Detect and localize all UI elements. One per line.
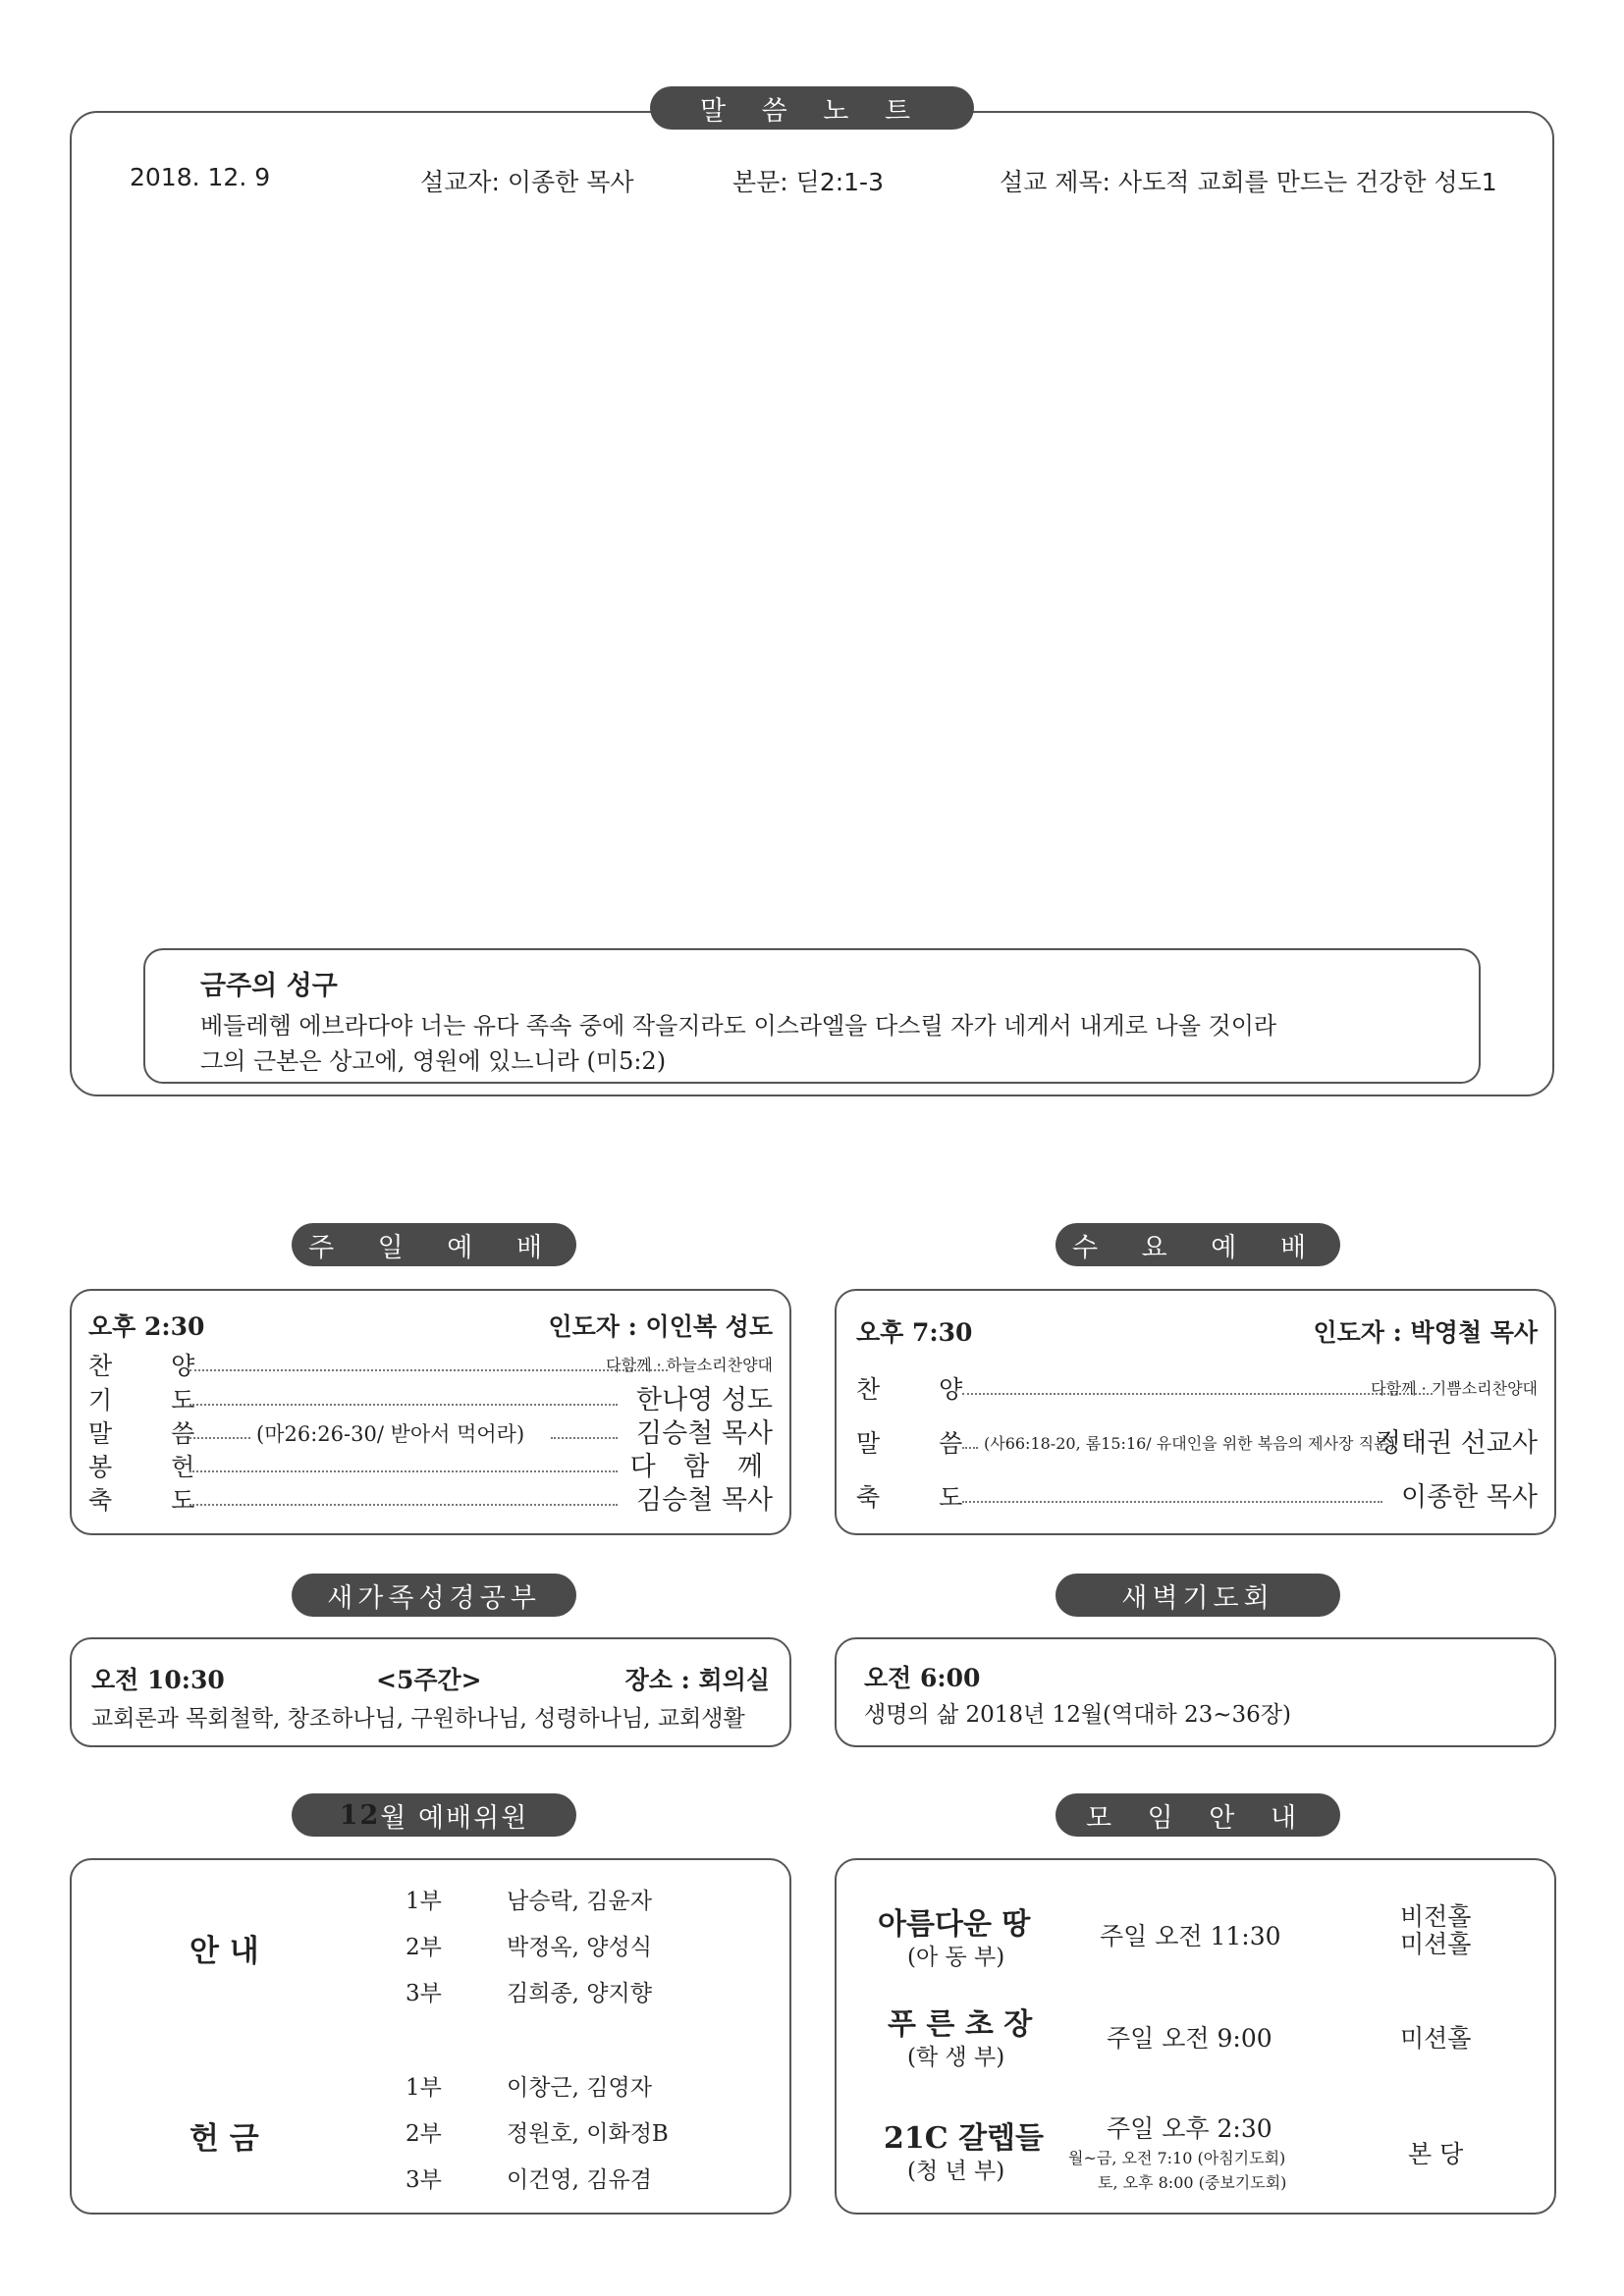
staff-part: 2부	[406, 2121, 442, 2147]
weekly-verse-heading: 금주의 성구	[200, 971, 338, 1001]
staff-names: 정원호, 이화정B	[507, 2121, 669, 2147]
sunday-row-label: 봉 헌	[88, 1453, 221, 1481]
sunday-row-value: 김승철 목사	[636, 1418, 773, 1449]
staff-names: 김희종, 양지향	[507, 1981, 652, 2006]
wednesday-service-title: 수 요 예 배	[1056, 1223, 1340, 1266]
family-bible-title: 새가족성경공부	[292, 1574, 576, 1617]
wednesday-row-label: 말 씀	[856, 1429, 989, 1458]
meeting-name: 21C 갈렙들	[884, 2121, 1045, 2156]
meeting-place: 미션홀	[1400, 2024, 1472, 2053]
meeting-place: 본 당	[1408, 2140, 1464, 2168]
meeting-place: 미션홀	[1400, 1930, 1472, 1958]
december-staff-month: 12	[339, 1799, 381, 1831]
meeting-place: 비전홀	[1400, 1902, 1472, 1931]
sunday-row-detail: (마26:26-30/ 받아서 먹어라)	[256, 1422, 525, 1446]
meeting-time: 주일 오전 11:30	[1100, 1922, 1281, 1950]
meetings-box	[835, 1858, 1556, 2215]
leader-dots	[189, 1470, 618, 1472]
staff-names: 이건영, 김유겸	[507, 2167, 652, 2193]
wednesday-row-value: 이종한 목사	[1401, 1482, 1538, 1513]
meeting-name: 푸 른 초 장	[888, 2007, 1033, 2042]
leader-dots	[189, 1437, 250, 1439]
sermon-date: 2018. 12. 9	[130, 163, 271, 191]
wednesday-leader: 인도자 : 박영철 목사	[1313, 1318, 1538, 1347]
december-staff-box	[70, 1858, 791, 2215]
sunday-service-title: 주 일 예 배	[292, 1223, 576, 1266]
staff-part: 1부	[406, 2075, 442, 2101]
meeting-dept: (아 동 부)	[907, 1945, 1005, 1970]
sunday-row-label: 기 도	[88, 1386, 221, 1415]
sermon-title: 설교 제목: 사도적 교회를 만드는 건강한 성도1	[1000, 168, 1497, 196]
sunday-service-box	[70, 1289, 791, 1535]
sunday-row-value: 다 함 께	[629, 1452, 773, 1482]
meeting-name: 아름다운 땅	[878, 1907, 1031, 1942]
family-bible-weeks: <5주간>	[376, 1666, 482, 1694]
staff-names: 이창근, 김영자	[507, 2075, 652, 2101]
wednesday-service-box	[835, 1289, 1556, 1535]
staff-part: 2부	[406, 1935, 442, 1960]
staff-group-label: 헌 금	[189, 2121, 259, 2157]
weekly-verse-box	[143, 948, 1481, 1084]
dawn-prayer-title: 새벽기도회	[1056, 1574, 1340, 1617]
wednesday-row-value: 정태권 선교사	[1375, 1428, 1538, 1459]
meeting-sub-time: 월~금, 오전 7:10 (아침기도회)	[1068, 2149, 1286, 2167]
family-bible-box	[70, 1637, 791, 1747]
sunday-time: 오후 2:30	[88, 1312, 205, 1341]
december-staff-title	[292, 1793, 576, 1837]
dawn-prayer-time: 오전 6:00	[864, 1664, 981, 1692]
leader-dots	[189, 1504, 618, 1506]
meeting-dept: (학 생 부)	[907, 2045, 1005, 2070]
dawn-prayer-box	[835, 1637, 1556, 1747]
staff-part: 1부	[406, 1889, 442, 1914]
sunday-row-value: 다함께 · 하늘소리찬양대	[606, 1356, 773, 1374]
meeting-sub-time: 토, 오후 8:00 (중보기도회)	[1098, 2173, 1287, 2192]
sunday-row-value: 김승철 목사	[636, 1485, 773, 1516]
wednesday-row-detail: (사66:18-20, 롬15:16/ 유대인을 위한 복음의 제사장 직분)	[984, 1434, 1395, 1453]
sunday-row-label: 축 도	[88, 1486, 221, 1515]
staff-group-label: 안 내	[189, 1934, 259, 1969]
wednesday-row-value: 다함께 · 기쁨소리찬양대	[1371, 1379, 1538, 1398]
family-bible-topics: 교회론과 목회철학, 창조하나님, 구원하나님, 성령하나님, 교회생활	[91, 1706, 745, 1732]
leader-dots	[962, 1501, 1382, 1503]
staff-part: 3부	[406, 2167, 442, 2193]
leader-dots	[551, 1437, 618, 1439]
staff-part: 3부	[406, 1981, 442, 2006]
december-staff-title-text: 월 예배위원	[380, 1802, 529, 1834]
meeting-dept: (청 년 부)	[907, 2159, 1005, 2184]
sunday-row-label: 찬 양	[88, 1352, 221, 1380]
sunday-row-label: 말 씀	[88, 1419, 221, 1448]
sermon-note-title: 말 씀 노 트	[650, 86, 974, 130]
meetings-title: 모 임 안 내	[1056, 1793, 1340, 1837]
wednesday-time: 오후 7:30	[856, 1318, 973, 1347]
leader-dots	[962, 1447, 978, 1449]
leader-dots	[189, 1369, 668, 1371]
family-bible-place: 장소 : 회의실	[624, 1666, 770, 1694]
weekly-verse-line2: 그의 근본은 상고에, 영원에 있느니라 (미5:2)	[200, 1047, 667, 1075]
meeting-time: 주일 오후 2:30	[1107, 2114, 1272, 2143]
meeting-time: 주일 오전 9:00	[1107, 2024, 1272, 2053]
staff-names: 박정옥, 양성식	[507, 1935, 652, 1960]
dawn-prayer-text: 생명의 삶 2018년 12월(역대하 23~36장)	[864, 1702, 1291, 1728]
sermon-passage: 본문: 딛2:1-3	[732, 168, 884, 196]
family-bible-time: 오전 10:30	[91, 1666, 225, 1694]
sunday-row-value: 한나영 성도	[636, 1385, 773, 1415]
leader-dots	[189, 1404, 618, 1406]
wednesday-row-label: 축 도	[856, 1483, 989, 1512]
weekly-verse-line1: 베들레헴 에브라다야 너는 유다 족속 중에 작을지라도 이스라엘을 다스릴 자가 네게서 내게로 나올 것이라	[200, 1012, 1277, 1040]
sunday-leader: 인도자 : 이인복 성도	[548, 1312, 773, 1341]
sermon-preacher: 설교자: 이종한 목사	[420, 168, 634, 196]
leader-dots	[962, 1393, 1433, 1395]
staff-names: 남승락, 김윤자	[507, 1889, 652, 1914]
wednesday-row-label: 찬 양	[856, 1375, 989, 1404]
